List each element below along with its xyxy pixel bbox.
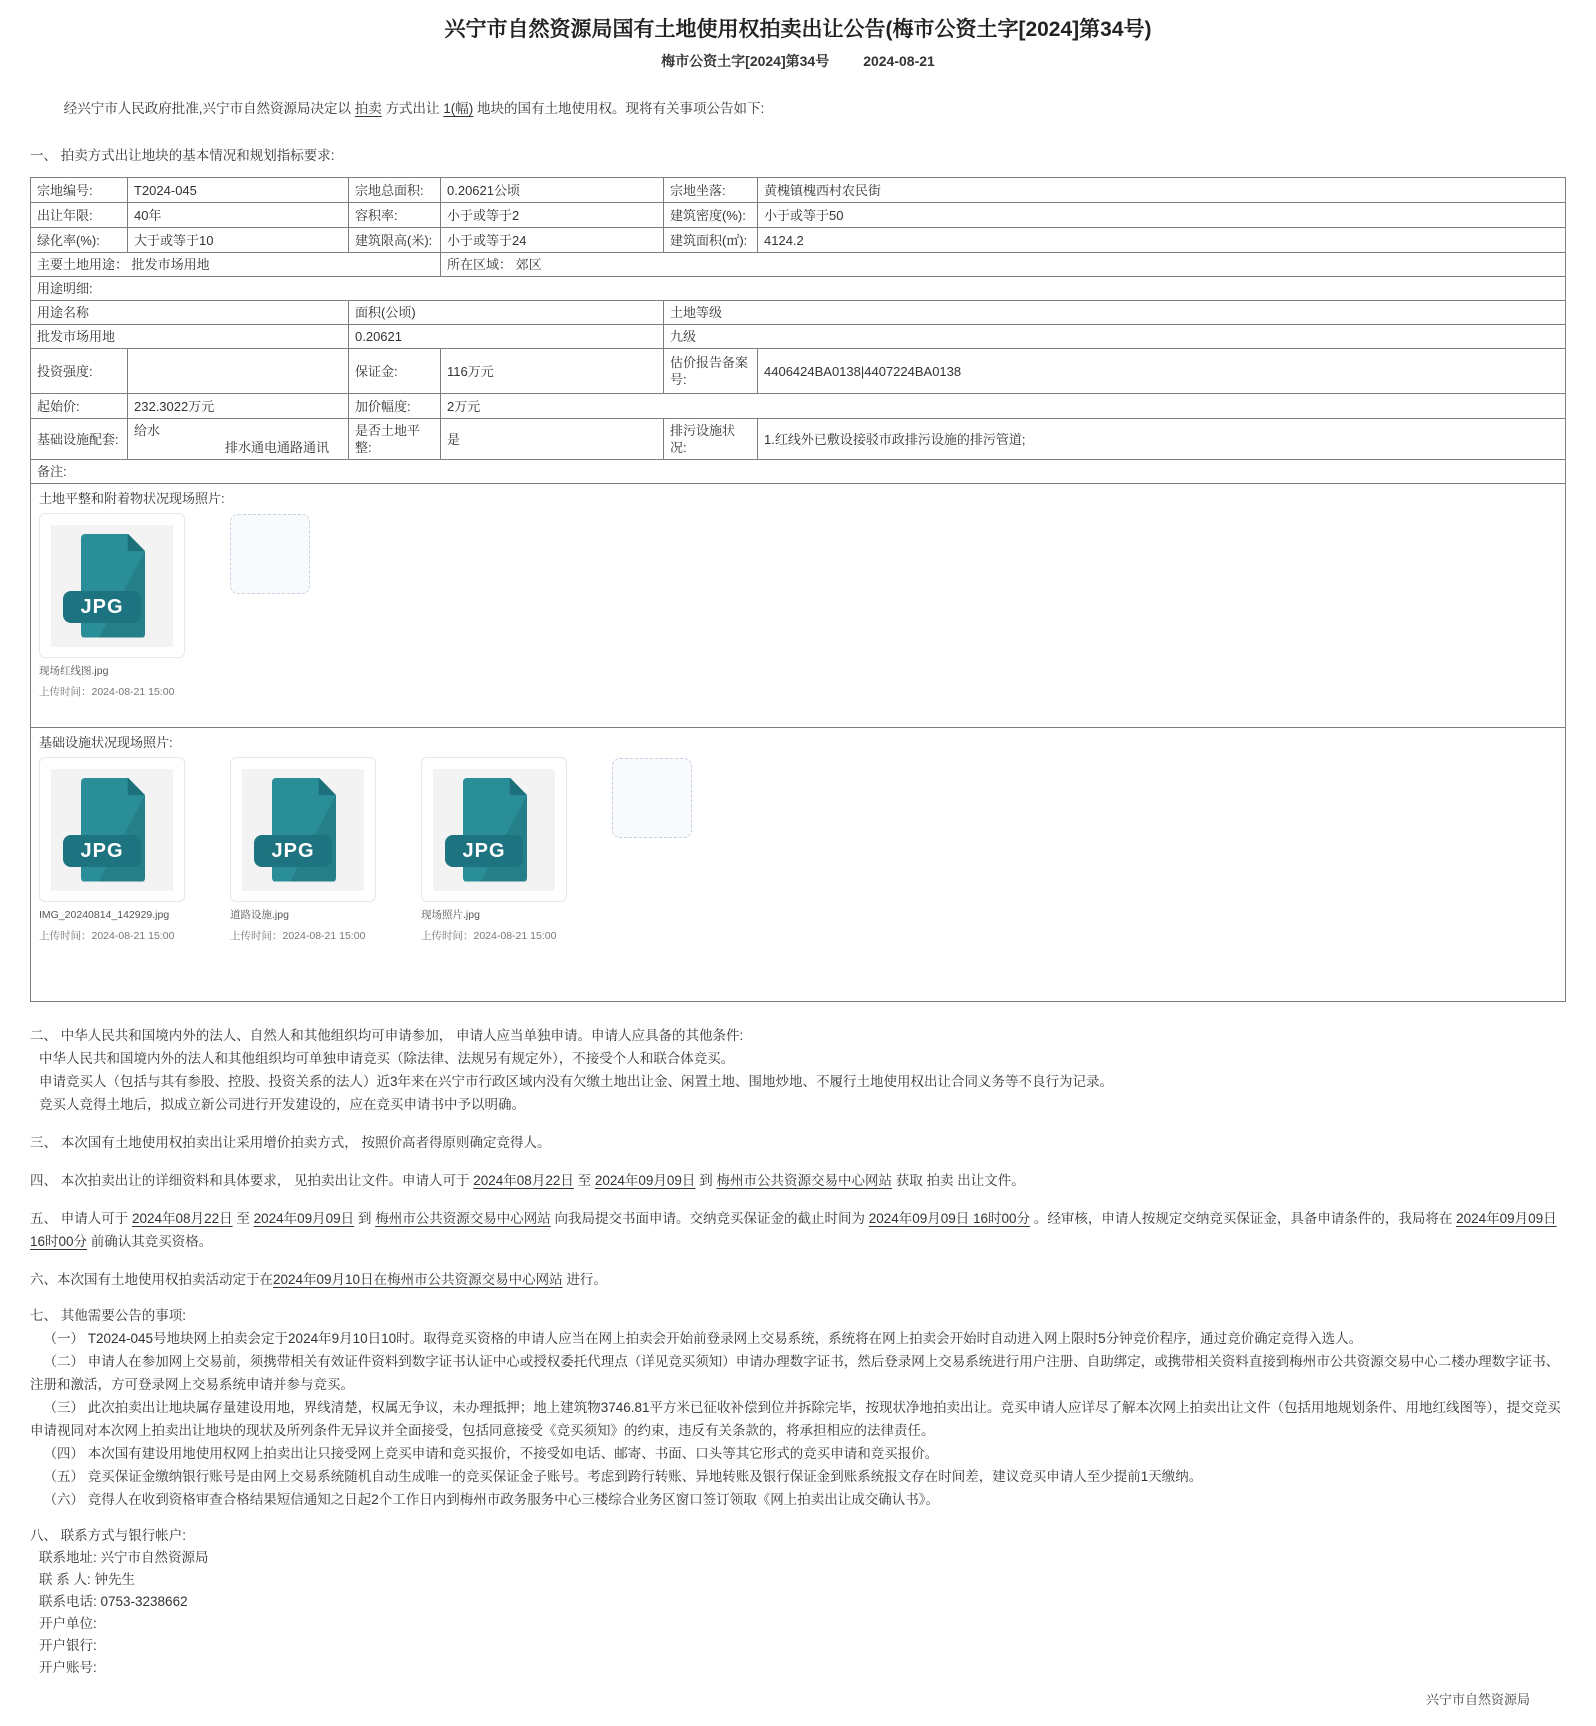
green-ratio-value: 大于或等于10: [128, 228, 349, 253]
section2: [30, 1024, 1566, 1116]
land-leveled-value: 是: [441, 419, 664, 460]
section2-line: 竞买人竞得土地后，拟成立新公司进行开发建设的，应在竞买申请书中予以明确。: [39, 1097, 525, 1112]
jpg-badge-label: JPG: [63, 835, 141, 867]
section5: [30, 1207, 1566, 1253]
height-limit-value: 小于或等于24: [441, 228, 664, 253]
jpg-badge-label: JPG: [63, 591, 141, 623]
section2-heading: 二、 中华人民共和国境内外的法人、自然人和其他组织均可申请参加， 申请人应当单独申请。申请人应具备的其他条件:: [30, 1028, 744, 1043]
section4-text: 至: [573, 1173, 595, 1188]
table-row: [31, 228, 1566, 253]
density-value: 小于或等于50: [758, 203, 1566, 228]
obtain-end-date: 2024年09月09日: [594, 1173, 696, 1188]
land-grade-value: 九级: [664, 325, 1566, 349]
upload-time: 上传时间：2024-08-21 15:00: [230, 930, 366, 942]
account-unit: 开户单位:: [39, 1616, 97, 1631]
section8-heading: 八、 联系方式与银行帐户:: [30, 1528, 187, 1543]
parcel-number-value: T2024-045: [128, 178, 349, 203]
issuer-signature: 兴宁市自然资源局: [1425, 1692, 1530, 1707]
section6-text: 进行。: [562, 1272, 607, 1287]
file-name: 现场照片.jpg: [421, 909, 480, 921]
parcel-number-label: 宗地编号:: [31, 178, 128, 203]
section7-item: （一） T2024-045号地块网上拍卖会定于2024年9月10日10时。取得竞买资格的申请人应当在网上拍卖会开始前登录网上交易系统，系统将在网上拍卖会开始时自动进入网上限时5分钟竞价程序，通过竞价确定竞得入选人。: [43, 1331, 1363, 1346]
account-number: 开户账号:: [39, 1660, 97, 1675]
section7-item: （二） 申请人在参加网上交易前，须携带相关有效证件资料到数字证书认证中心或授权委托代理点（详见竞买须知）申请办理数字证书，然后登录网上交易系统进行用户注册、自助绑定，或携带相关资料直接到梅州市公共资源交易中心二楼办理数字证书、注册和激活，方可登录网上交易系统申请并参与竞买。: [30, 1354, 1560, 1392]
table-row: [31, 419, 1566, 460]
remarks-label: 备注:: [31, 460, 1566, 484]
contact-address: 联系地址: 兴宁市自然资源局: [39, 1550, 209, 1565]
site-photos-cell: [31, 484, 1566, 728]
section5-text: 到: [354, 1211, 376, 1226]
infrastructure-label: 基础设施配套:: [31, 419, 128, 460]
section7: [30, 1304, 1566, 1511]
total-area-value: 0.20621公顷: [441, 178, 664, 203]
upload-time: 上传时间：2024-08-21 15:00: [39, 686, 175, 698]
main-land-use: 主要土地用途： 批发市场用地: [31, 253, 441, 277]
infrastructure-photos-label: 基础设施状况现场照片:: [39, 735, 173, 750]
use-detail-label: 用途明细:: [31, 277, 1566, 301]
upload-placeholder: [230, 514, 310, 594]
increment-label: 加价幅度:: [349, 394, 441, 419]
contact-person: 联 系 人: 钟先生: [39, 1572, 136, 1587]
contact-phone: 联系电话: 0753-3238662: [39, 1594, 188, 1609]
building-area-label: 建筑面积(㎡):: [664, 228, 758, 253]
section4-text: 获取 拍卖 出让文件。: [891, 1173, 1025, 1188]
intro-paragraph: [30, 97, 1566, 120]
section2-line: 中华人民共和国境内外的法人和其他组织均可单独申请竞买（除法律、法规另有规定外），不接受个人和联合体竞买。: [39, 1051, 735, 1066]
height-limit-label: 建筑限高(米):: [349, 228, 441, 253]
infrastructure-line2: 排水通电通路通讯: [225, 440, 330, 455]
sewage-value: 1.红线外已敷设接驳市政排污设施的排污管道;: [758, 419, 1566, 460]
jpg-file-icon: [51, 525, 173, 647]
upload-time: 上传时间：2024-08-21 15:00: [421, 930, 557, 942]
location-label: 宗地坐落:: [664, 178, 758, 203]
account-bank: 开户银行:: [39, 1638, 97, 1653]
deposit-value: 116万元: [441, 349, 664, 394]
district: 所在区域： 郊区: [441, 253, 1566, 277]
table-row: [31, 178, 1566, 203]
deposit-label: 保证金:: [349, 349, 441, 394]
plot-ratio-value: 小于或等于2: [441, 203, 664, 228]
sale-method-underlined: 拍卖: [354, 101, 382, 116]
table-row: [31, 277, 1566, 301]
jpg-thumbnail[interactable]: [421, 757, 567, 902]
green-ratio-label: 绿化率(%):: [31, 228, 128, 253]
jpg-file-icon: [51, 769, 173, 891]
section7-heading: 七、 其他需要公告的事项:: [30, 1308, 187, 1323]
section7-item: （三） 此次拍卖出让地块属存量建设用地，界线清楚，权属无争议，未办理抵押；地上建筑物3746.81平方米已征收补偿到位并拆除完毕，按现状净地拍卖出让。竞买申请人应详尽了解本次网上拍卖出让文件（包括用地规划条件、用地红线图等），提交竞买申请视同对本次网上拍卖出让地块的现状及所列条件无异议并全面接受，包括同意接受《竞买须知》的约束，违反有关条款的，将承担相应的法律责任。: [30, 1400, 1561, 1438]
term-value: 40年: [128, 203, 349, 228]
appraisal-record-value: 4406424BA0138|4407224BA0138: [758, 349, 1566, 394]
section4-text: 四、 本次拍卖出让的详细资料和具体要求， 见拍卖出让文件。申请人可于: [30, 1173, 474, 1188]
section5-text: 向我局提交书面申请。交纳竞买保证金的截止时间为: [550, 1211, 869, 1226]
land-grade-header: 土地等级: [664, 301, 1566, 325]
section8: [30, 1524, 1566, 1679]
jpg-badge-label: JPG: [254, 835, 332, 867]
doc-subtitle: [30, 51, 1566, 71]
jpg-badge-label: JPG: [445, 835, 523, 867]
section6-text: 六、本次国有土地使用权拍卖活动定于在: [30, 1272, 273, 1287]
location-value: 黄槐镇槐西村农民街: [758, 178, 1566, 203]
table-row: [31, 253, 1566, 277]
section4-text: 到: [695, 1173, 717, 1188]
investment-intensity-label: 投资强度:: [31, 349, 128, 394]
land-leveled-label: 是否土地平整:: [349, 419, 441, 460]
use-name-value: 批发市场用地: [31, 325, 349, 349]
file-item: [421, 757, 567, 945]
file-item: [39, 757, 185, 945]
section5-text: 至: [232, 1211, 254, 1226]
file-item: [230, 757, 376, 945]
apply-start-date: 2024年08月22日: [132, 1211, 233, 1226]
auction-date-site: 2024年09月10日在梅州市公共资源交易中心网站: [273, 1272, 563, 1287]
term-label: 出让年限:: [31, 203, 128, 228]
jpg-file-icon: [242, 769, 364, 891]
intro-text-1: 经兴宁市人民政府批准,兴宁市自然资源局决定以: [63, 101, 355, 116]
use-area-value: 0.20621: [349, 325, 664, 349]
use-name-header: 用途名称: [31, 301, 349, 325]
section1-heading: 一、 拍卖方式出让地块的基本情况和规划指标要求:: [30, 148, 335, 163]
table-row: [31, 325, 1566, 349]
section7-item: （六） 竞得人在收到资格审查合格结果短信通知之日起2个工作日内到梅州市政务服务中心三楼综合业务区窗口签订领取《网上拍卖出让成交确认书》。: [43, 1492, 940, 1507]
sewage-label: 排污设施状况:: [664, 419, 758, 460]
page-title: 兴宁市自然资源局国有土地使用权拍卖出让公告(梅市公资土字[2024]第34号): [444, 18, 1152, 41]
infrastructure-line1: 给水: [134, 423, 161, 438]
file-name: IMG_20240814_142929.jpg: [39, 909, 170, 921]
infrastructure-photos-cell: [31, 728, 1566, 1002]
table-row: [31, 484, 1566, 728]
upload-placeholder: [612, 758, 692, 838]
section4: [30, 1169, 1566, 1192]
total-area-label: 宗地总面积:: [349, 178, 441, 203]
intro-text-2: 方式出让: [381, 101, 444, 116]
table-row: [31, 301, 1566, 325]
jpg-thumbnail[interactable]: [39, 513, 185, 658]
table-row: [31, 203, 1566, 228]
trade-center-website-link[interactable]: 梅州市公共资源交易中心网站: [716, 1173, 892, 1188]
table-row: [31, 349, 1566, 394]
section5-text: 前确认其竞买资格。: [87, 1234, 213, 1249]
parcel-count-underlined: 1(幅): [443, 101, 474, 116]
use-area-header: 面积(公顷): [349, 301, 664, 325]
doc-number: 梅市公资土字[2024]第34号: [661, 53, 830, 69]
section7-item: （四） 本次国有建设用地使用权网上拍卖出让只接受网上竞买申请和竞买报价，不接受如电话、邮寄、书面、口头等其它形式的竞买申请和竞买报价。: [43, 1446, 939, 1461]
appraisal-record-label: 估价报告备案号:: [664, 349, 758, 394]
section2-line: 申请竞买人（包括与其有参股、控股、投资关系的法人）近3年来在兴宁市行政区域内没有欠缴土地出让金、闲置土地、围地炒地、不履行土地使用权出让合同义务等不良行为记录。: [39, 1074, 1114, 1089]
section6: [30, 1268, 1566, 1291]
infrastructure-value: [128, 419, 349, 460]
section7-item: （五） 竞买保证金缴纳银行账号是由网上交易系统随机自动生成唯一的竞买保证金子账号。考虑到跨行转账、异地转账及银行保证金到账系统报文存在时间差，建议竞买申请人至少提前1天缴纳。: [43, 1469, 1203, 1484]
apply-end-date: 2024年09月09日: [253, 1211, 355, 1226]
trade-center-website-link[interactable]: 梅州市公共资源交易中心网站: [375, 1211, 551, 1226]
land-info-table: [30, 177, 1566, 1002]
deposit-deadline: 2024年09月09日 16时00分: [868, 1211, 1031, 1226]
file-name: 现场红线图.jpg: [39, 665, 109, 677]
density-label: 建筑密度(%):: [664, 203, 758, 228]
section3: 三、 本次国有土地使用权拍卖出让采用增价拍卖方式， 按照价高者得原则确定竞得人。: [30, 1135, 551, 1150]
site-photos-label: 土地平整和附着物状况现场照片:: [39, 491, 225, 506]
table-row: [31, 460, 1566, 484]
qualification-confirm-deadline: 2024年09月09日 16时00分: [30, 1211, 1557, 1249]
start-price-label: 起始价:: [31, 394, 128, 419]
upload-time: 上传时间：2024-08-21 15:00: [39, 930, 175, 942]
table-row: [31, 728, 1566, 1002]
plot-ratio-label: 容积率:: [349, 203, 441, 228]
obtain-start-date: 2024年08月22日: [473, 1173, 574, 1188]
start-price-value: 232.3022万元: [128, 394, 349, 419]
file-item: [39, 513, 185, 701]
intro-text-3: 地块的国有土地使用权。现将有关事项公告如下:: [473, 101, 765, 116]
file-name: 道路设施.jpg: [230, 909, 289, 921]
building-area-value: 4124.2: [758, 228, 1566, 253]
doc-date: 2024-08-21: [863, 53, 935, 69]
jpg-thumbnail[interactable]: [230, 757, 376, 902]
investment-intensity-value: [128, 349, 349, 394]
jpg-file-icon: [433, 769, 555, 891]
table-row: [31, 394, 1566, 419]
increment-value: 2万元: [441, 394, 1566, 419]
section5-text: 。经审核，申请人按规定交纳竞买保证金，具备申请条件的，我局将在: [1030, 1211, 1457, 1226]
section5-text: 五、 申请人可于: [30, 1211, 133, 1226]
jpg-thumbnail[interactable]: [39, 757, 185, 902]
